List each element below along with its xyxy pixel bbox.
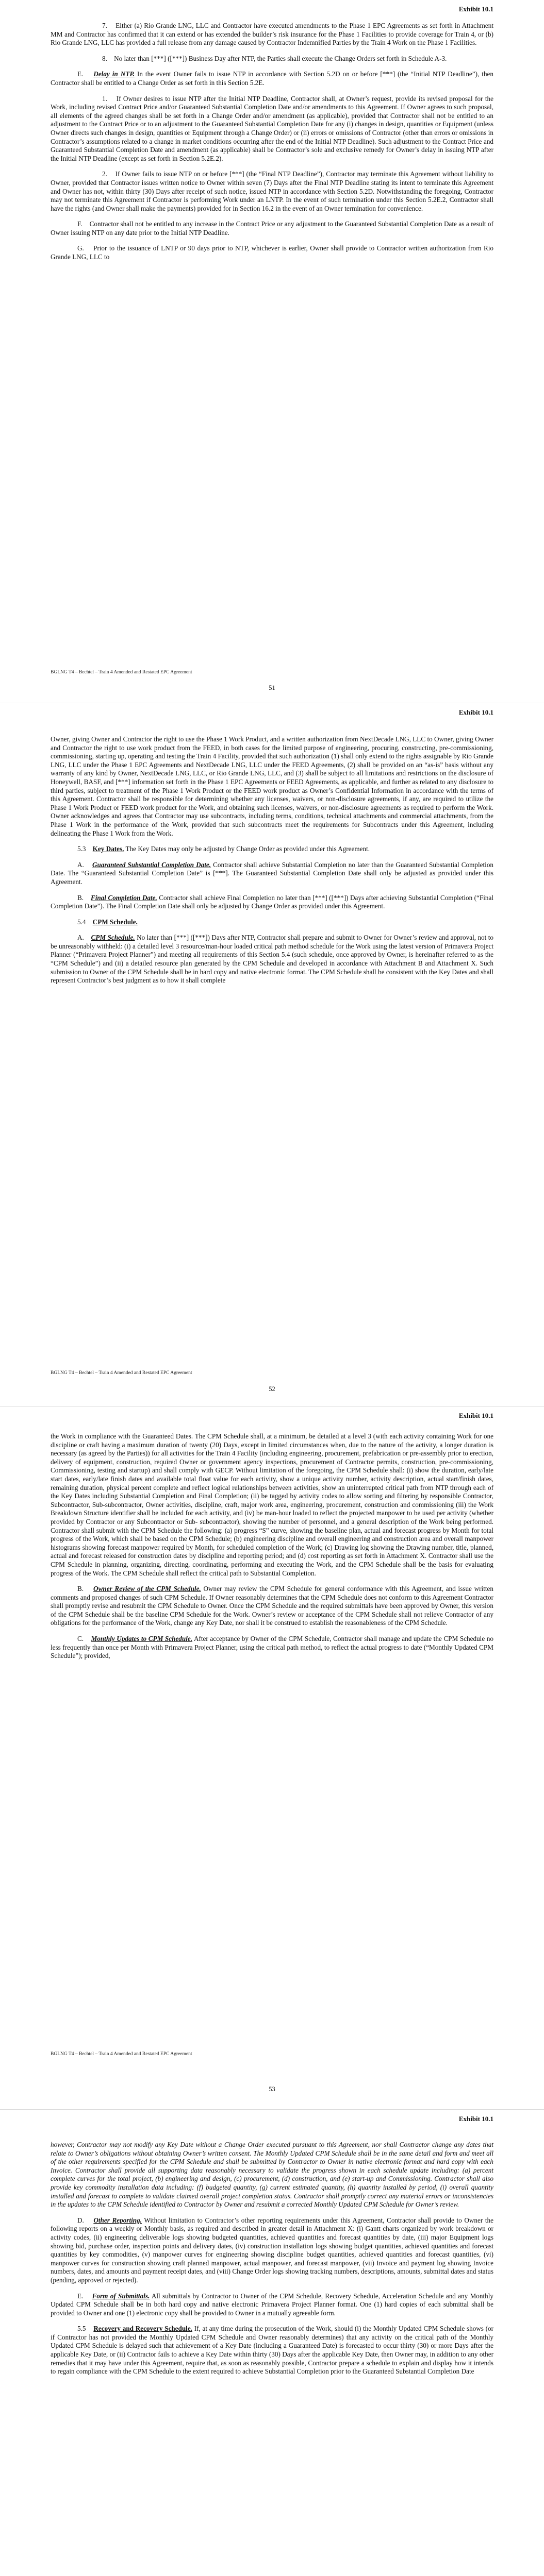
paragraph-b-review: B. Owner Review of the CPM Schedule. Owner may review the CPM Schedule for general conformance with this Agreement, and issue written comments and proposed changes of such CPM Schedule. If Owner reasonably determines that the CPM Schedule does not conform to this Agreement Contractor shall promptly revise and resubmit the CPM Schedule to Owner. Once the CPM Schedule and the required submittals have been approved by Owner, this version of the CPM Schedule shall be the baseline CPM Schedule for the Work. Owner’s review or acceptance of the CPM Schedule shall not relieve Contractor of any obligations for the performance of the Work, change any Key Date, nor shall it be construed to establish the reasonableness of the CPM Schedule. [51, 1585, 493, 1627]
page-content [51, 1432, 493, 1668]
paragraph-a: A. Guaranteed Substantial Completion Date. Contractor shall achieve Substantial Completion no later than the Guaranteed Substantial Completion Date. The “Guaranteed Substantial Completion Date” is [***]. The Guaranteed Substantial Completion Date shall only be adjusted as provided under this Agreement. [51, 860, 494, 886]
exhibit-label: Exhibit 10.1 [458, 708, 493, 716]
paragraph-e-submittals: E. Form of Submittals. All submittals by Contractor to Owner of the CPM Schedule, Recovery Schedule, Acceleration Schedule and any Monthly Updated CPM Schedule shall be in both hard copy and native electronic Primavera Project Planner format. One (1) hard copies of each submittal shall be provided to Owner and one (1) electronic copy shall be provided to Owner in a mutually agreeable form. [51, 2292, 493, 2317]
paragraph-e: E. Delay in NTP. In the event Owner fails to issue NTP in accordance with Section 5.2D on or before [***] (the “Initial NTP Deadline”), then Contractor shall be entitled to a Change Order as set forth in this Section 5.2E. [51, 70, 493, 87]
page-content [51, 2141, 493, 2383]
page-number: 52 [269, 1385, 275, 1393]
paragraph-continuation: Owner, giving Owner and Contractor the right to use the Phase 1 Work Product, and a written authorization from NextDecade LNG, LLC to Owner, giving Owner and Contractor the right to use work product from the FEED, in both cases for the limited purpose of engineering, procuring, constructing, pre-commissioning, commissioning, starting up, operating and testing the Train 4 Facility, provided that such authorization (1) shall only extend to the rights assignable by Rio Grande LNG, LLC under the Phase 1 EPC Agreements and NextDecade LNG, LLC under the FEED Agreements, (2) shall be provided on an “as-is” basis without any warranty of any kind by Owner, NextDecade LNG, LLC, or Rio Grande LNG, LLC, and (3) shall be subject to all limitations and restrictions on the disclosure of Honeywell, BASF, and [***] information set forth in the Phase 1 EPC Agreements or FEED Agreements, as applicable, and further as related to any disclosure to third parties, subject to treatment of the Phase 1 Work Product or the FEED work product as Owner’s Confidential Information in accordance with the terms of this Agreement. Contractor shall be responsible for determining whether any licenses, waivers, or non-disclosure agreements, if any, are required to utilize the Phase 1 Work Product or FEED work product for the Work, and obtaining such licenses, waivers, or non-disclosure agreements as required to perform the Work. Owner acknowledges and agrees that Contractor may use subcontracts, including terms, conditions, technical attachments and commercial attachments, from the Phase 1 Work in the performance of the Work, provided that such subcontracts meet the requirements for Subcontracts under this Agreement, including delineating the Phase 1 Work from the Work. [51, 735, 493, 837]
footer-text: BGLNG T4 – Bechtel – Train 4 Amended and Restated EPC Agreement [51, 670, 192, 675]
paragraph-e1: 1. If Owner desires to issue NTP after the Initial NTP Deadline, Contractor shall, at Owner’s request, provide its revised proposal for the Work, including revised Contract Price and/or Guaranteed Substantial Completion Date and/or amendments to this Agreement. If Owner agrees to such proposal, all elements of the agreed changes shall be set forth in a Change Order and/or amendment (as applicable), provided that Contractor shall not be entitled to an adjustment to the Contract Price or to an adjustment to the Guaranteed Substantial Completion Date for any (i) changes in design, quantities or Equipment (unless Owner directs such changes in design, quantities or Equipment through a Change Order) or (ii) errors or omissions of Contractor (other than errors or omissions in Contractor’s assumptions related to a change in market conditions occurring after the end of the Initial NTP Deadline). Such adjustment to the Contract Price and Guaranteed Substantial Completion Date and amendment (as applicable) shall be Contractor’s sole and exclusive remedy for Owner’s delay in issuing NTP after the Initial NTP Deadline (except as set forth in Section 5.2E.2). [51, 94, 493, 162]
page-number: 51 [269, 684, 275, 691]
footer-text: BGLNG T4 – Bechtel – Train 4 Amended and Restated EPC Agreement [51, 2052, 192, 2057]
paragraph-d-reporting: D. Other Reporting. Without limitation to Contractor’s other reporting requirements under this Agreement, Contractor shall provide to Owner the following reports on a weekly or Monthly basis, as required and described in greater detail in Attachment X: (i) Gantt charts organized by work breakdown or activity codes, (ii) engineering deliverable logs showing budgeted quantities, achieved quantities and forecast quantities by date, (iii) major Equipment logs showing bid, purchase order, inspection points and delivery dates, (iv) construction installation logs showing budget quantities, achieved quantities and forecast quantities by key commodities, (v) manpower curves for engineering showing discipline budget quantities, achieved quantities and forecast quantities, (vi) manpower curves for construction showing craft planned manpower, actual manpower, and forecast manpower, (vii) Invoice and payment log showing Invoice numbers, dates, and amounts and payment receipt dates, and (viii) Change Order logs showing tracking numbers, descriptions, amounts, submittal dates and status (pending, approved or rejected). [51, 2216, 493, 2284]
section-5-5: 5.5 Recovery and Recovery Schedule. If, at any time during the prosecution of the Work, should (i) the Monthly Updated CPM Schedule shows (or if Contractor has not provided the Monthly Updated CPM Schedule and Owner reasonably determines) that any activity on the critical path of the Monthly Updated CPM Schedule is delayed such that achievement of a Key Date (including a Guaranteed Date) is forecasted to occur thirty (30) or more Days after the applicable Key Date, or (ii) Contractor fails to achieve a Key Date within thirty (30) Days after the applicable Key Date, then Owner may, in addition to any other remedies that it may have under this Agreement, require that, as soon as reasonably possible, Contractor prepare a schedule to explain and display how it intends to regain compliance with the CPM Schedule to the extent required to achieve Substantial Completion prior to the Guaranteed Substantial Completion Date [51, 2325, 494, 2376]
section-5-4: 5.4 CPM Schedule. [77, 918, 138, 926]
paragraph-f: F. Contractor shall not be entitled to any increase in the Contract Price or any adjustment to the Guaranteed Substantial Completion Date as a result of Owner issuing NTP on any date prior to the Initial NTP Deadline. [51, 220, 494, 236]
exhibit-label: Exhibit 10.1 [458, 1412, 493, 1419]
paragraph-continuation: however, Contractor may not modify any Key Date without a Change Order executed pursuant to this Agreement, nor shall Contractor change any dates that relate to Owner’s obligations without obtaining Owner’s written consent. The Monthly Updated CPM Schedule shall be in the same detail and form and meet all of the other requirements specified for the CPM Schedule and shall be submitted by Contractor to Owner in native electronic format and hard copy with each Invoice. Contractor shall provide all supporting data reasonably necessary to validate the progress shown in each schedule update including: (a) percent complete curves for the total project, (b) engineering and design, (c) procurement, (d) construction, and (e) start-up and Commissioning. Contractor shall also provide key commodity installation data including: (f) budgeted quantity, (g) current estimated quantity, (h) quantity installed by period, (i) overall quantity installed and forecast to complete to validate claimed overall project completion status. Contractor shall promptly correct any material errors or inconsistencies in the updates to the CPM Schedule identified to Contractor by Owner and resubmit a corrected Monthly Updated CPM Schedule for Owner’s review. [51, 2141, 493, 2209]
paragraph-8: 8. No later than [***] ([***]) Business Day after NTP, the Parties shall execute the Change Orders set forth in Schedule A-3. [102, 54, 447, 62]
exhibit-label: Exhibit 10.1 [458, 2115, 493, 2123]
paragraph-e2: 2. If Owner fails to issue NTP on or before [***] (the “Final NTP Deadline”), Contractor may terminate this Agreement without liability to Owner, provided that Contractor issues written notice to Owner within seven (7) Days after the Final NTP Deadline stating its intent to terminate this Agreement and Owner has not, within thirty (30) Days after receipt of such notice, issued NTP in accordance with Section 5.2D. Notwithstanding the foregoing, Contractor may not terminate this Agreement if Contractor is performing Work under an LNTP. In the event of such termination under this Section 5.2E.2, Contractor shall have the rights (and Owner shall make the payments) provided for in Section 16.2 in the event of an Owner termination for convenience. [51, 170, 493, 212]
page-content [51, 22, 493, 269]
paragraph-g: G. Prior to the issuance of LNTP or 90 days prior to NTP, whichever is earlier, Owner shall provide to Contractor written authorization from Rio Grande LNG, LLC to [51, 244, 494, 261]
document-page-51 [0, 0, 544, 703]
page-number: 53 [269, 2086, 275, 2093]
document-page-53 [0, 1406, 544, 2110]
paragraph-a-cpm: A. CPM Schedule. No later than [***] ([***]) Days after NTP, Contractor shall prepare and submit to Owner for Owner’s review and approval, not to be unreasonably withheld: (i) a detailed level 3 resource/man-hour loaded critical path method schedule for the Work using the latest version of Primavera Project Planner (“Primavera Project Planner”) and meeting all requirements of this Section 5.4 (such schedule, once approved by Owner, is hereinafter referred to as the “CPM Schedule”) and (ii) a detailed resource plan generated by the CPM Schedule and developed in accordance with Attachment B and Attachment X. Such submission to Owner of the CPM Schedule shall be in hard copy and native electronic format. The CPM Schedule shall be consistent with the Key Dates and shall represent Contractor’s best judgment as to how it shall complete [51, 934, 493, 985]
section-5-3: 5.3 Key Dates. The Key Dates may only be adjusted by Change Order as provided under this Agreement. [77, 845, 370, 853]
footer-text: BGLNG T4 – Bechtel – Train 4 Amended and Restated EPC Agreement [51, 1370, 192, 1376]
document-page-54 [0, 2110, 544, 2576]
paragraph-c-monthly: C. Monthly Updates to CPM Schedule. After acceptance by Owner of the CPM Schedule, Contractor shall manage and update the CPM Schedule no less frequently than once per Month with Primavera Project Planner, using the critical path method, to reflect the actual progress to date (“Monthly Updated CPM Schedule”); provided, [51, 1635, 493, 1660]
paragraph-7: 7. Either (a) Rio Grande LNG, LLC and Contractor have executed amendments to the Phase 1 EPC Agreements as set forth in Attachment MM and Contractor has confirmed that it can extend or has extended the builder’s risk insurance for the Phase 1 Facilities to provide coverage for Train 4, or (b) Rio Grande LNG, LLC has provided a full release from any damage caused by Contractor Indemnified Parties by the Train 4 Work on the Phase 1 Facilities. [51, 22, 493, 47]
page-content [51, 735, 493, 992]
paragraph-b: B. Final Completion Date. Contractor shall achieve Final Completion no later than [***] ([***]) Days after achieving Substantial Completion (“Final Completion Date”). The Final Completion Date shall only be adjusted by Change Order as provided under this Agreement. [51, 893, 493, 910]
exhibit-label: Exhibit 10.1 [458, 5, 493, 13]
paragraph-continuation: the Work in compliance with the Guaranteed Dates. The CPM Schedule shall, at a minimum, be detailed at a level 3 (with each activity containing Work for one discipline or craft having a maximum duration of twenty (20) Days, except in limited circumstances when, due to the nature of the activity, a longer duration is necessary (as agreed by the Parties)) for all activities for the Train 4 Facility (including engineering, procurement, prefabrication or pre-assembly prior to erection, delivery of equipment, construction, required Owner or government agency inspections, procurement of Contractor permits, construction, pre-commissioning, Commissioning, testing and startup) and shall comply with GECP. Without limitation of the foregoing, the CPM Schedule shall: (i) show the duration, early/late start dates, early/late finish dates and available total float value for each activity, show a unique activity number, activity description, actual start/finish dates, remaining duration, physical percent complete and reflect logical relationships between activities, show an uninterrupted critical path from NTP through each of the Key Dates including Substantial Completion and Final Completion; (ii) be tagged by activity codes to allow sorting and filtering by responsible Contractor, Subcontractor, Sub-subcontractor, Owner activities, discipline, craft, major work area, engineering, procurement, construction and commissioning (iii) the Work Breakdown Structure identifier shall be included for each activity, and (iv) be man-hour loaded to reflect the projected manpower to be used per activity (whether provided by Contractor or any Subcontractor or Sub- subcontractor), showing the number of personnel, and a general description of the Work being performed. Contractor shall submit with the CPM Schedule the following: (a) progress “S” curve, showing the baseline plan, actual and forecast progress by Month for total progress of the Work, which shall be based on the CPM Schedule; (b) engineering discipline and overall engineering and construction area and overall manpower histograms showing forecast manpower required by Month, for scheduled completion of the Work; (c) Drawing log showing the Drawing number, title, planned, actual and forecast released for construction dates by discipline and reporting period; and (d) cost reporting as set forth in Attachment X. Contractor shall use the CPM Schedule in planning, organizing, directing, coordinating, performing and executing the Work, and the CPM Schedule shall be the basis for evaluating progress of the Work. The CPM Schedule shall reflect the critical path to Substantial Completion. [51, 1432, 493, 1577]
document-page-52 [0, 703, 544, 1406]
